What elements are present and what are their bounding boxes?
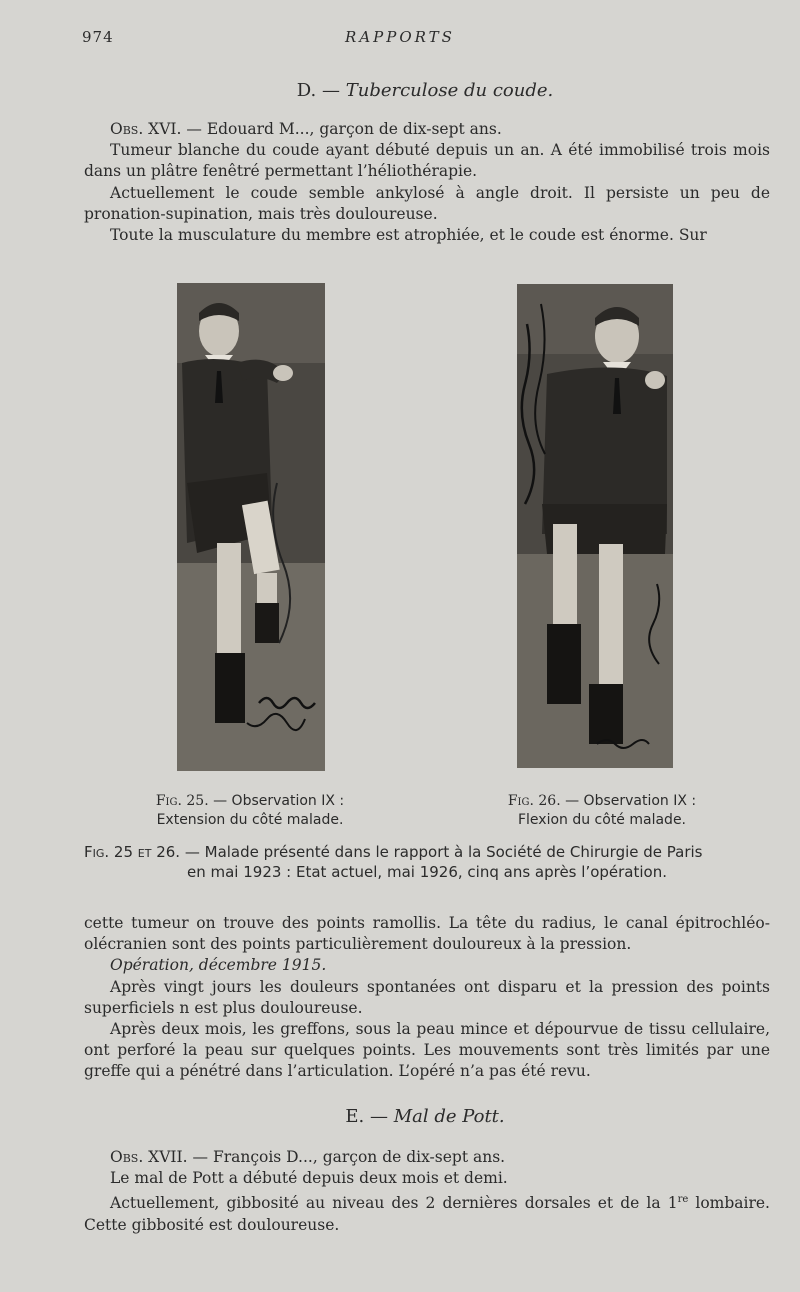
- obs-17-paragraph-3b: lombaire. Cette gibbosité est douloureuse.: [84, 1194, 770, 1234]
- page-number: 974: [82, 28, 114, 46]
- figure-26-photo: [517, 284, 673, 768]
- obs-17-paragraph-3a: Actuellement, gibbosité au niveau des 2 dernières dorsales et de la 1: [110, 1194, 678, 1213]
- operation-line: Opération, décembre 1915.: [110, 956, 327, 975]
- continuation-block: [84, 913, 770, 1083]
- combined-caption-label: Fig. 25 et 26.: [84, 843, 181, 861]
- running-title: RAPPORTS: [345, 28, 455, 46]
- obs-16-paragraph-4: Toute la musculature du membre est atrophiée, et le coude est énorme. Sur: [110, 226, 707, 245]
- figure-26-caption: [452, 792, 752, 830]
- obs-17-paragraph-2: Le mal de Pott a débuté depuis deux mois et demi.: [110, 1169, 508, 1188]
- obs-16-paragraph-2: Tumeur blanche du coude ayant débuté depuis un an. A été immobilisé trois mois dans un plâtre fenêtré permettant l’héliothérapie.: [84, 141, 770, 181]
- obs-17-block: [84, 1147, 770, 1236]
- section-e-heading: Mal de Pott.: [393, 1106, 505, 1127]
- obs-17-intro: — François D..., garçon de dix-sept ans.: [187, 1148, 506, 1166]
- section-d-letter: D. —: [296, 80, 340, 101]
- section-d-heading: Tuberculose du coude.: [345, 80, 554, 101]
- figure-25-caption: [100, 792, 400, 830]
- obs-17-superscript: re: [677, 1194, 689, 1206]
- obs-17-label: Obs. XVII.: [110, 1148, 188, 1166]
- section-d-title: [0, 80, 800, 101]
- obs-16-intro: — Edouard M..., garçon de dix-sept ans.: [181, 120, 502, 138]
- figure-25-line1: — Observation IX :: [208, 793, 345, 809]
- figure-25-photo: [177, 283, 325, 771]
- combined-caption-line1: — Malade présenté dans le rapport à la Société de Chirurgie de Paris: [180, 843, 703, 861]
- figure-25-label: Fig. 25.: [155, 793, 209, 809]
- figure-26-line1: — Observation IX :: [560, 793, 697, 809]
- obs-16-paragraph-3: Actuellement le coude semble ankylosé à angle droit. Il persiste un peu de pronation-supination, mais très douloureuse.: [84, 183, 770, 223]
- continuation-paragraph-3: Après deux mois, les greffons, sous la peau mince et dépourvue de tissu cellulaire, ont perforé la peau sur quelques points. Les mouvements sont très limités par une greffe qui a pénétré dans l’articulation. L’opéré n’a pas été revu.: [84, 1020, 770, 1081]
- continuation-paragraph-2: Après vingt jours les douleurs spontanées ont disparu et la pression des points superficiels n est plus douloureuse.: [84, 977, 770, 1017]
- combined-figure-caption: [84, 842, 770, 882]
- figure-26-line2: Flexion du côté malade.: [517, 812, 687, 828]
- obs-16-label: Obs. XVI.: [110, 120, 182, 138]
- obs-16-block: [84, 119, 770, 246]
- continuation-paragraph-1: cette tumeur on trouve des points ramollis. La tête du radius, le canal épitrochléo-olécranien sont des points particulièrement douloureux à la pression.: [84, 914, 770, 954]
- combined-caption-line2: en mai 1923 : Etat actuel, mai 1926, cinq ans après l’opération.: [187, 863, 667, 881]
- section-e-letter: E. —: [345, 1106, 388, 1127]
- figure-26-label: Fig. 26.: [507, 793, 561, 809]
- figure-25-line2: Extension du côté malade.: [156, 812, 344, 828]
- section-e-title: [0, 1106, 800, 1127]
